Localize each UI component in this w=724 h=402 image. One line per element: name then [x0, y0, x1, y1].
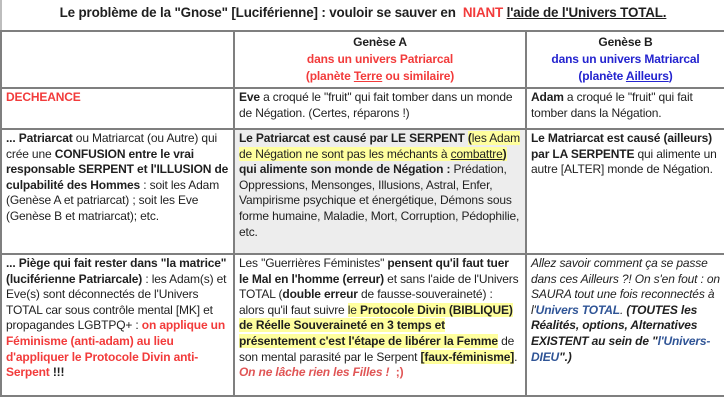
decheance-label-cell: DECHEANCE: [1, 88, 234, 129]
decheance-genese-a-cell: Eve a croqué le "fruit" qui fait tomber dans un monde de Négation. (Certes, réparons !): [234, 88, 526, 129]
decheance-row: [1, 88, 724, 129]
header-corner-cell: [1, 31, 234, 88]
confusion-label-cell: ... Patriarcat ou Matriarcat (ou Autre) qui crée une CONFUSION entre le vrai responsable SERPENT et l'ILLUSION de culpabilité des Hommes : soit les Adam (Genèse A et patriarcat) ; soit les Eve (Genèse B et matriarcat); etc.: [1, 129, 234, 254]
header-genese-a-cell: Genèse A dans un univers Patriarcal (planète Terre ou similaire): [234, 31, 526, 88]
matrice-label-cell: ... Piège qui fait rester dans "la matrice" (luciférienne Patriarcale) : les Adam(s) et Eve(s) sont déconnectés de l'Univers TOTAL car sous contrôle mental [MK] et propagandes LGBTPQ+ : on applique un Féminisme (anti-adam) au lieu d'appliquer le Protocole Divin anti-Serpent !!!: [1, 254, 234, 396]
header-row: [1, 31, 724, 88]
page-title: Le problème de la "Gnose" [Luciférienne] : vouloir se sauver en NIANT l'aide de l'Univers TOTAL.: [0, 0, 724, 30]
header-genese-b-cell: Genèse B dans un univers Matriarcal (planète Ailleurs): [526, 31, 724, 88]
decheance-genese-b-cell: Adam a croqué le "fruit" qui fait tomber dans la Négation.: [526, 88, 724, 129]
comparison-table: [0, 30, 724, 397]
confusion-genese-b-cell: Le Matriarcat est causé (ailleurs) par LA SERPENTE qui alimente un autre [ALTER] monde de Négation.: [526, 129, 724, 254]
matrice-genese-b-cell: Allez savoir comment ça se passe dans ces Ailleurs ?! On s'en fout : on SAURA tout une fois reconnectés à l'Univers TOTAL. (TOUTES les Réalités, options, Alternatives EXISTENT au sein de "l'Univers-DIEU".): [526, 254, 724, 396]
confusion-genese-a-cell: Le Patriarcat est causé par LE SERPENT (les Adam de Négation ne sont pas les méchants à combattre) qui alimente son monde de Négation : Prédation, Oppressions, Mensonges, Illusions, Astral, Enfer, Vampirisme psychique et énergétique, Démons sous forme humaine, Maladie, Mort, Corruption, Pédophilie, etc.: [234, 129, 526, 254]
matrice-row: [1, 254, 724, 396]
confusion-row: [1, 129, 724, 254]
matrice-genese-a-cell: Les "Guerrières Féministes" pensent qu'il faut tuer le Mal en l'homme (erreur) et sans l'aide de l'Univers TOTAL (double erreur de fausse-souveraineté) : alors qu'il faut suivre le Protocole Divin (BIBLIQUE) de Réelle Souveraineté en 3 temps et présentement c'est l'étape de libérer la Femme de son mental parasité par le Serpent [faux-féminisme]. On ne lâche rien les Filles ! ;): [234, 254, 526, 396]
